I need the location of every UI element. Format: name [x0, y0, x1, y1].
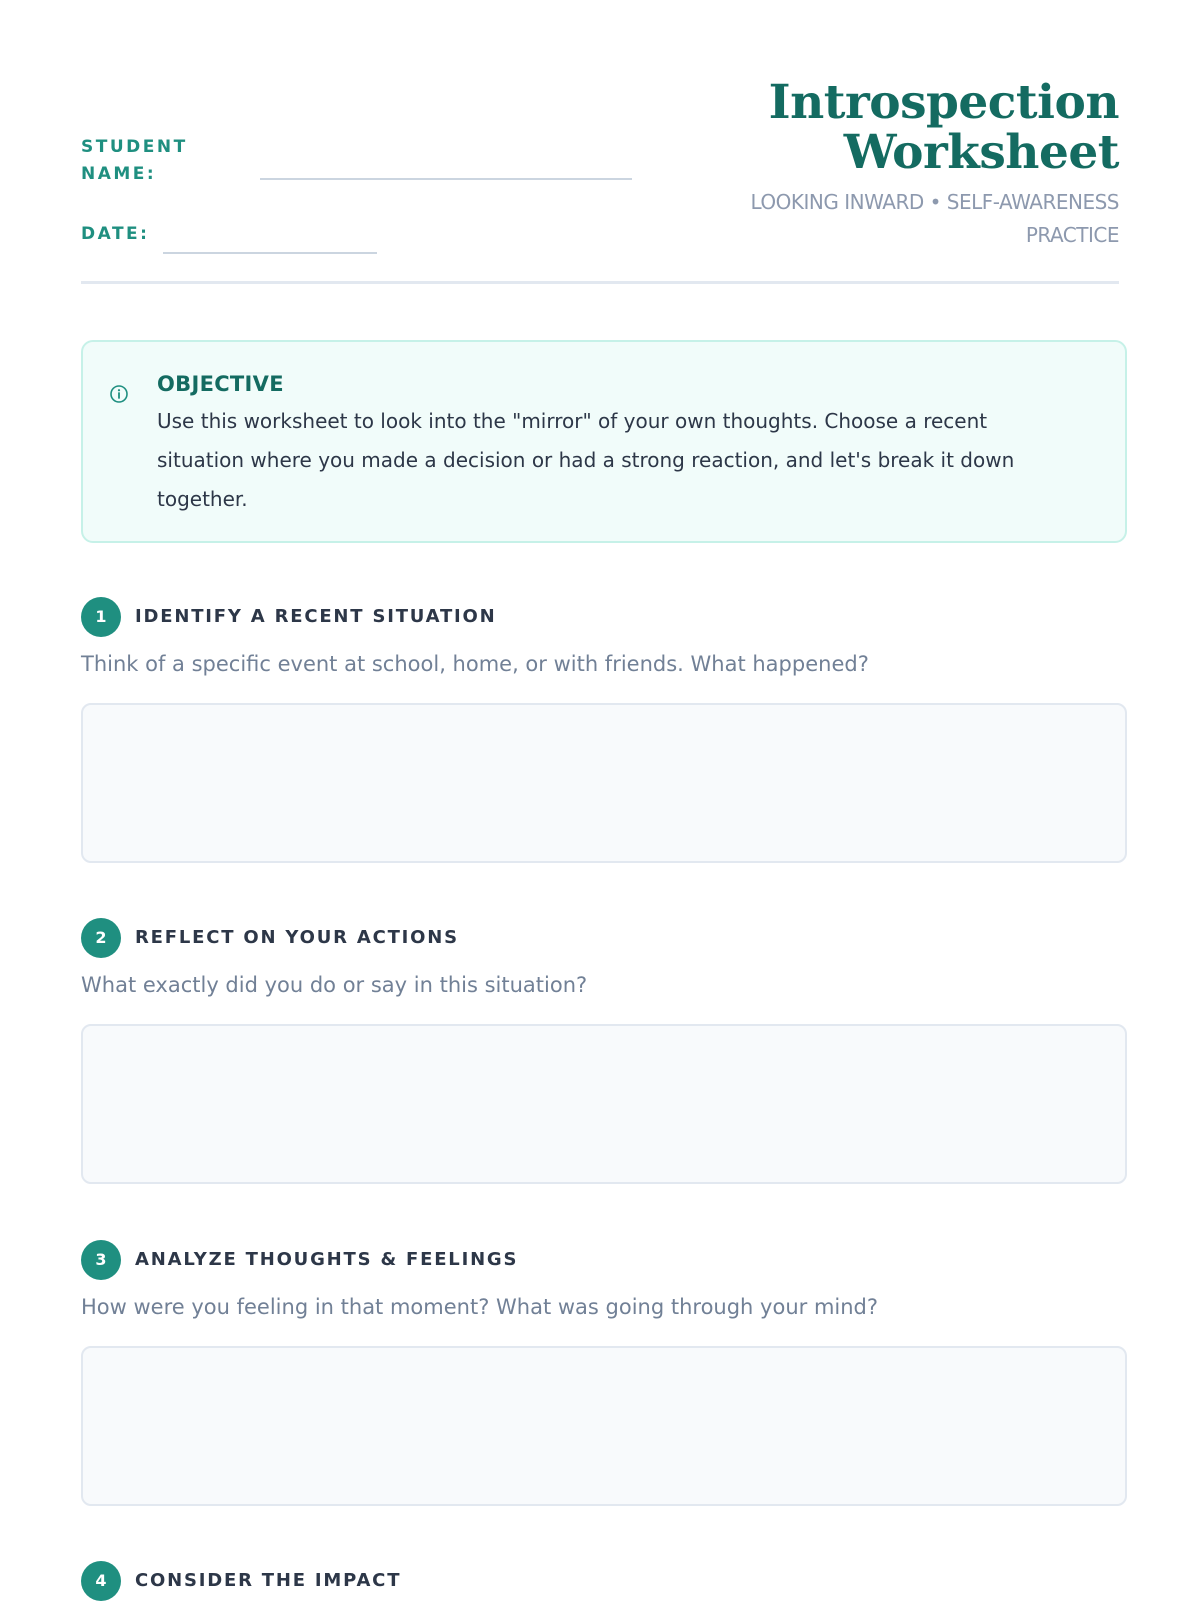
objective-box	[81, 340, 1127, 543]
section-prompt: How were you feeling in that moment? What was going through your mind?	[81, 1295, 879, 1319]
objective-text: Use this worksheet to look into the "mirror" of your own thoughts. Choose a recent situation where you made a decision or had a strong reaction, and let's break it down together.	[157, 409, 1015, 511]
section-number: 2	[81, 918, 121, 958]
objective-title: OBJECTIVE	[157, 372, 284, 396]
worksheet-header	[81, 0, 1119, 284]
section-prompt: What exactly did you do or say in this situation?	[81, 973, 588, 997]
section-number: 1	[81, 597, 121, 637]
date-field[interactable]	[163, 252, 377, 254]
section-title: REFLECT ON YOUR ACTIONS	[135, 927, 459, 948]
section-title: ANALYZE THOUGHTS & FEELINGS	[135, 1249, 519, 1270]
worksheet-title	[599, 75, 1119, 180]
section-title: CONSIDER THE IMPACT	[135, 1570, 402, 1591]
title-line-1: Introspection	[768, 75, 1119, 130]
student-name-field[interactable]	[260, 178, 632, 180]
worksheet-subtitle: LOOKING INWARD • SELF-AWARENESS PRACTICE	[750, 190, 1119, 247]
date-label: DATE:	[81, 224, 150, 244]
student-name-label: STUDENT NAME:	[81, 137, 188, 184]
section-number: 3	[81, 1240, 121, 1280]
title-line-2: Worksheet	[843, 125, 1119, 180]
section-prompt: Think of a specific event at school, home, or with friends. What happened?	[81, 652, 869, 676]
answer-box-thoughts[interactable]	[81, 1346, 1127, 1506]
answer-box-actions[interactable]	[81, 1024, 1127, 1184]
section-title: IDENTIFY A RECENT SITUATION	[135, 606, 497, 627]
info-icon	[109, 384, 129, 404]
section-number: 4	[81, 1561, 121, 1601]
answer-box-situation[interactable]	[81, 703, 1127, 863]
